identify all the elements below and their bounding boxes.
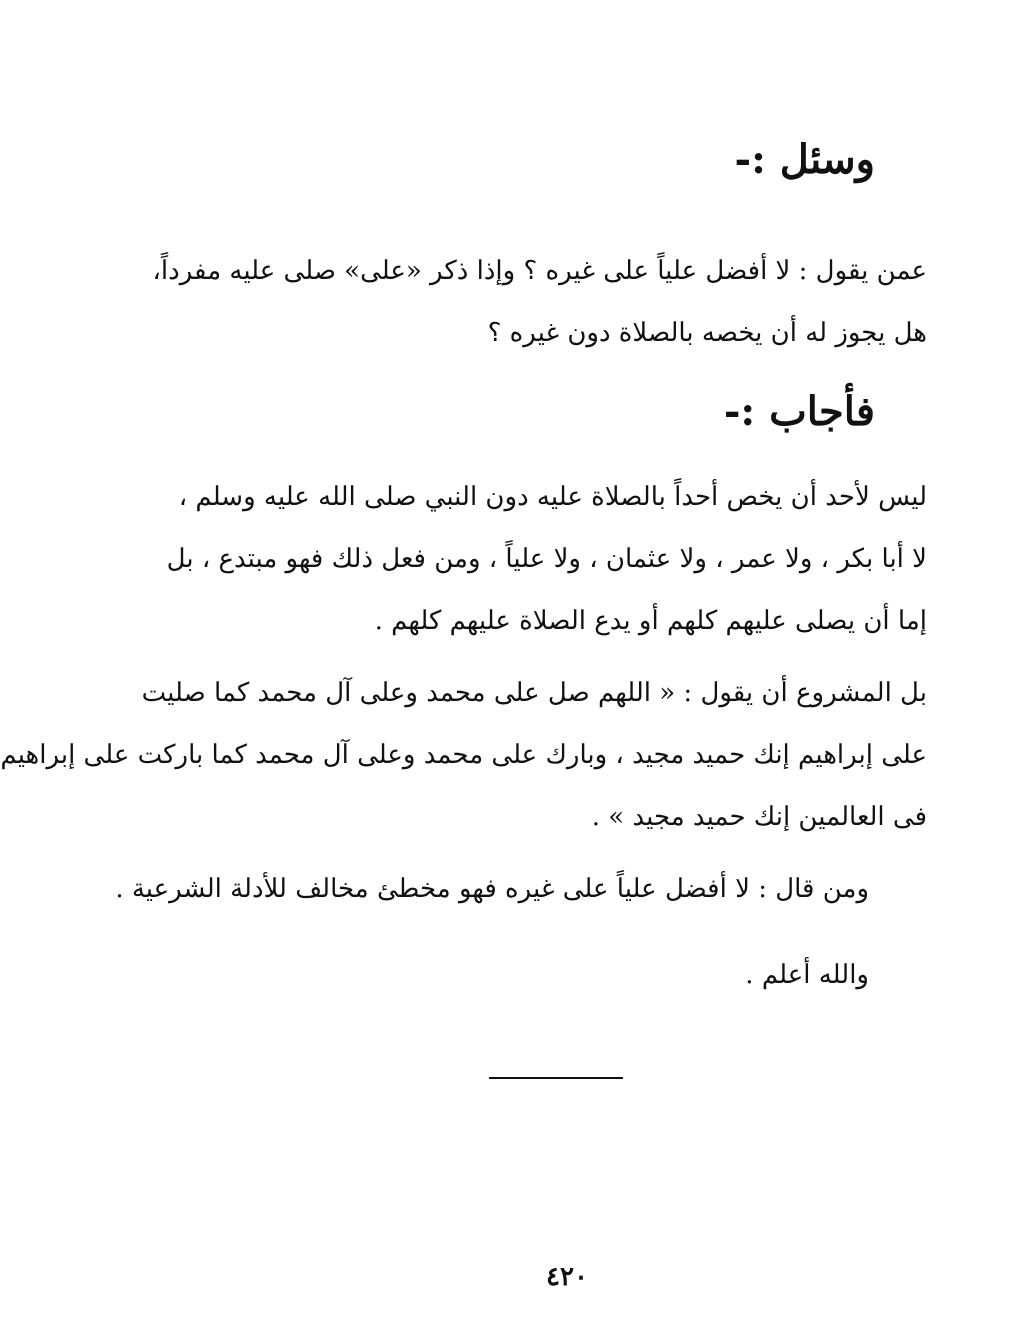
closing-line: والله أعلم . xyxy=(745,960,869,990)
answer-paragraph-3 xyxy=(115,858,869,920)
answer-heading: فأجاب :- xyxy=(723,388,875,435)
answer-p3-line-1: ومن قال : لا أفضل علياً على غيره فهو مخطئ مخالف للأدلة الشرعية . xyxy=(115,874,869,904)
answer-p2-line-2: على إبراهيم إنك حميد مجيد ، وبارك على محمد وعلى آل محمد كما باركت على إبراهيم xyxy=(0,740,927,770)
answer-paragraph-1 xyxy=(166,466,927,652)
section-divider xyxy=(489,1077,623,1079)
question-paragraph xyxy=(152,240,927,364)
answer-p1-line-2: لا أبا بكر ، ولا عمر ، ولا عثمان ، ولا علياً ، ومن فعل ذلك فهو مبتدع ، بل xyxy=(166,544,927,574)
answer-p2-line-3: فى العالمين إنك حميد مجيد » . xyxy=(591,802,927,832)
answer-p1-line-3: إما أن يصلى عليهم كلهم أو يدع الصلاة عليهم كلهم . xyxy=(374,606,927,636)
answer-p2-line-1: بل المشروع أن يقول : « اللهم صل على محمد وعلى آل محمد كما صليت xyxy=(141,678,927,708)
closing-phrase xyxy=(201,944,869,1006)
question-line-1: عمن يقول : لا أفضل علياً على غيره ؟ وإذا ذكر «على» صلى عليه مفرداً، xyxy=(152,256,927,286)
page-number: ٤٢٠ xyxy=(546,1262,588,1292)
answer-paragraph-2 xyxy=(0,662,927,848)
answer-p1-line-1: ليس لأحد أن يخص أحداً بالصلاة عليه دون النبي صلى الله عليه وسلم ، xyxy=(178,482,927,512)
question-heading: وسئل :- xyxy=(734,136,875,183)
question-line-2: هل يجوز له أن يخصه بالصلاة دون غيره ؟ xyxy=(487,318,927,348)
